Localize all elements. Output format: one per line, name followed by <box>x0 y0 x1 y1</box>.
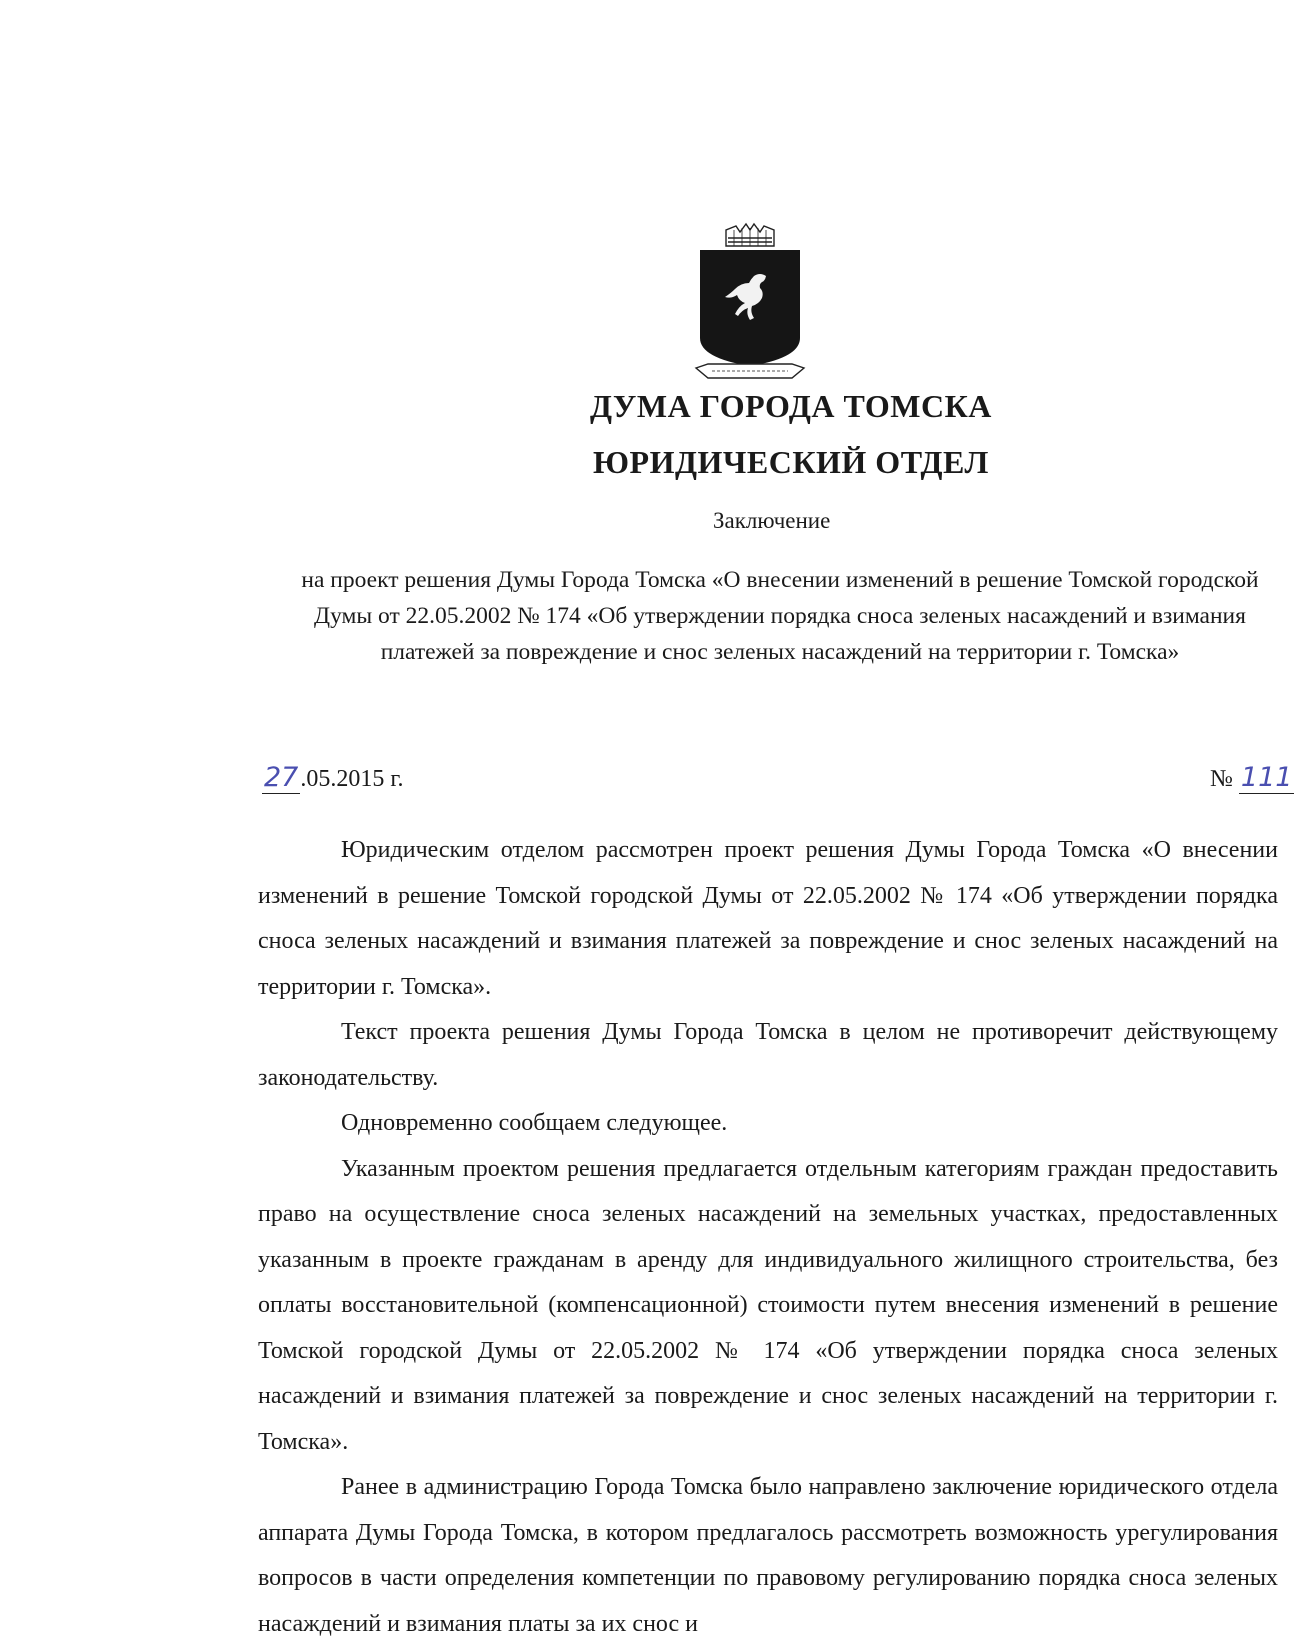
paragraph: Текст проекта решения Думы Города Томска в целом не противоречит действующему законодательству. <box>258 1019 1278 1091</box>
org-name: ДУМА ГОРОДА ТОМСКА <box>590 388 992 424</box>
date-rest: .05.2015 г. <box>300 766 404 792</box>
document-date <box>262 762 404 793</box>
handwritten-number: 111 <box>1240 762 1293 793</box>
document-number <box>1210 762 1294 793</box>
paragraph: Юридическим отделом рассмотрен проект решения Думы Города Томска «О внесении изменений в решение Томской городской Думы от 22.05.2002 № 174 «Об утверждении порядка сноса зеленых насаждений и взимания платежей за повреждение и снос зеленых насаждений на территории г. Томска». <box>258 837 1278 1000</box>
coat-of-arms-icon <box>690 218 810 386</box>
handwritten-day: 27 <box>264 762 299 793</box>
number-prefix: № <box>1210 766 1233 792</box>
department-name: ЮРИДИЧЕСКИЙ ОТДЕЛ <box>593 444 989 480</box>
document-subject: на проект решения Думы Города Томска «О внесении изменений в решение Томской городской Думы от 22.05.2002 № 174 «Об утверждении порядка сноса зеленых насаждений и взимания платежей за повреждение и снос зеленых насаждений на территории г. Томска» <box>301 567 1259 665</box>
paragraph: Ранее в администрацию Города Томска было направлено заключение юридического отдела аппарата Думы Города Томска, в котором предлагалось рассмотреть возможность урегулирования вопросов в части определения компетенции по правовому регулированию порядка сноса зеленых насаждений и взимания платы за их снос и <box>258 1474 1278 1637</box>
document-body <box>258 828 1278 1647</box>
paragraph: Одновременно сообщаем следующее. <box>341 1110 728 1136</box>
document-type: Заключение <box>713 508 831 533</box>
paragraph: Указанным проектом решения предлагается отдельным категориям граждан предоставить право на осуществление сноса зеленых насаждений на земельных участках, предоставленных указанным в проекте гражданам в аренду для индивидуального жилищного строительства, без оплаты восстановительной (компенсационной) стоимости путем внесения изменений в решение Томской городской Думы от 22.05.2002 № 174 «Об утверждении порядка сноса зеленых насаждений и взимания платежей за повреждение и снос зеленых насаждений на территории г. Томска». <box>258 1155 1278 1455</box>
